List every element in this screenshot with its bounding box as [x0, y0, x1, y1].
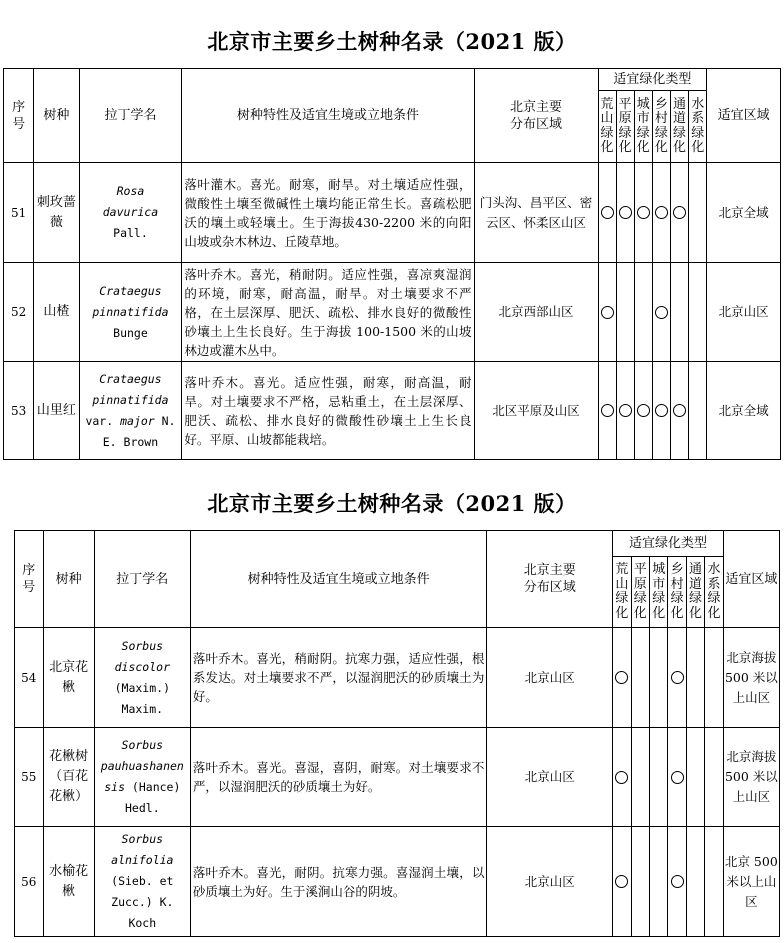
latin-name	[79, 362, 182, 460]
header-type-2	[631, 557, 649, 628]
species-name	[34, 163, 79, 263]
suitable-region-line: 北京山区	[718, 304, 769, 319]
header-type-char: 绿	[600, 125, 614, 141]
header-type-char: 山	[615, 576, 629, 592]
header-type-char: 平	[633, 562, 647, 577]
latin-part: Pall.	[113, 226, 148, 240]
row-number: 53	[4, 362, 34, 460]
species-name	[43, 628, 94, 728]
header-species: 树种	[34, 69, 79, 163]
header-type-char: 山	[600, 111, 614, 126]
latin-name	[79, 263, 182, 362]
table-row	[15, 728, 780, 827]
header-type-6	[705, 557, 723, 628]
latin-name	[94, 628, 190, 728]
species-table-1	[3, 68, 781, 460]
type-mark-2	[631, 628, 649, 728]
type-mark-1	[613, 827, 631, 937]
header-type-char: 市	[652, 576, 666, 592]
distribution-text: 北区平原及山区	[474, 362, 598, 460]
species-name-line: 刺玫蔷	[36, 194, 76, 210]
distribution-text: 北京山区	[487, 628, 613, 728]
latin-part: Maxim.	[121, 701, 164, 716]
type-mark-6	[689, 263, 707, 362]
suitable-circle-icon	[671, 875, 684, 888]
header-dist	[474, 69, 598, 163]
latin-name	[94, 728, 190, 827]
latin-part: (Sieb. et	[111, 874, 174, 888]
suitable-region-line: 上山区	[732, 689, 771, 705]
suitable-circle-icon	[615, 771, 628, 784]
header-no-char: 号	[12, 116, 26, 132]
header-type-char: 水	[707, 562, 721, 577]
header-type-char: 化	[707, 605, 721, 621]
suitable-region	[707, 263, 781, 362]
species-name-line: 花楸）	[49, 789, 89, 804]
traits-text: 落叶乔木。喜光，稍耐阴。抗寒力强，适应性强，根系发达。对土壤要求不严，以湿润肥沃的砂质壤土为好。	[190, 628, 487, 728]
header-type-char: 绿	[618, 125, 632, 141]
suitable-region	[723, 728, 779, 827]
latin-name	[94, 827, 190, 937]
suitable-circle-icon	[637, 206, 650, 219]
latin-part: N.	[154, 413, 176, 428]
header-type-char: 道	[689, 576, 703, 592]
type-mark-2	[616, 263, 634, 362]
type-mark-2	[631, 728, 649, 827]
header-no-char: 序	[12, 99, 26, 115]
suitable-region	[707, 163, 781, 263]
header-type-char: 平	[618, 96, 632, 112]
header-type-char: 原	[618, 111, 632, 126]
suitable-region-line: 上山区	[732, 789, 771, 804]
latin-part: pinnatifida	[92, 304, 169, 319]
suitable-region-line: 北京海拔	[726, 749, 777, 764]
suitable-circle-icon	[671, 671, 684, 684]
type-mark-6	[705, 628, 723, 728]
header-dist-line: 分布区域	[510, 116, 563, 132]
suitable-circle-icon	[615, 875, 628, 888]
header-type-char: 荒	[600, 96, 614, 112]
row-number: 54	[15, 628, 44, 728]
latin-name	[79, 163, 182, 263]
type-mark-5	[686, 827, 704, 937]
header-no	[4, 69, 34, 163]
species-name	[43, 827, 94, 937]
suitable-circle-icon	[601, 404, 614, 417]
row-number: 56	[15, 827, 44, 937]
header-type-char: 绿	[689, 591, 703, 606]
distribution-text: 北京山区	[487, 728, 613, 827]
header-type-char: 荒	[615, 562, 629, 577]
suitable-circle-icon	[655, 404, 668, 417]
header-type-char: 绿	[615, 591, 629, 606]
header-latin: 拉丁学名	[94, 531, 190, 628]
header-row	[15, 531, 780, 557]
header-type-4	[668, 557, 686, 628]
row-number: 51	[4, 163, 34, 263]
type-mark-6	[689, 163, 707, 263]
header-type-char: 水	[691, 96, 705, 112]
header-type-char: 化	[652, 605, 666, 621]
type-mark-6	[705, 728, 723, 827]
header-type-char: 绿	[654, 125, 668, 141]
header-type-char: 化	[654, 140, 668, 155]
header-dist-line: 分布区域	[523, 580, 576, 595]
header-no	[15, 531, 44, 628]
header-type-char: 绿	[707, 591, 721, 606]
table-row	[15, 628, 780, 728]
latin-part: Koch	[128, 916, 157, 930]
type-mark-3	[634, 362, 652, 460]
header-traits: 树种特性及适宜生境或立地条件	[182, 69, 474, 163]
species-name-line: 山楂	[43, 304, 70, 319]
type-mark-3	[650, 728, 668, 827]
distribution-text: 门头沟、昌平区、密云区、怀柔区山区	[474, 163, 598, 263]
suitable-circle-icon	[673, 404, 686, 417]
traits-text: 落叶乔木。喜光，稍耐阴。适应性强，喜凉爽湿润的环境，耐寒，耐高温，耐旱。对土壤要求不严格，在土层深厚、肥沃、疏松、排水良好的微酸性砂壤土上生长良好。生于海拔 100-1500 米的山坡林边或灌木丛中。	[182, 263, 474, 362]
header-type-char: 绿	[670, 591, 684, 606]
suitable-region-line: 500 米以	[724, 669, 778, 685]
type-mark-4	[668, 827, 686, 937]
header-type-char: 绿	[652, 591, 666, 606]
header-latin: 拉丁学名	[79, 69, 182, 163]
header-type-char: 化	[615, 605, 629, 621]
header-type-3	[650, 557, 668, 628]
suitable-circle-icon	[619, 206, 632, 219]
page-title-2: 北京市主要乡土树种名录（2021 版）	[207, 491, 577, 516]
species-name-line: 山里红	[36, 402, 76, 418]
row-number: 52	[4, 263, 34, 362]
species-name-line: 薇	[49, 214, 63, 230]
header-type-char: 城	[636, 96, 650, 112]
type-mark-2	[616, 362, 634, 460]
latin-part: pauhuashanen	[100, 759, 184, 773]
suitable-circle-icon	[655, 306, 668, 319]
header-type-char: 道	[673, 111, 687, 126]
header-type-char: 化	[689, 605, 703, 621]
header-type-char: 城	[652, 562, 666, 577]
header-green-type: 适宜绿化类型	[598, 69, 707, 91]
suitable-region-line: 北京海拔	[726, 649, 777, 665]
type-mark-4	[668, 728, 686, 827]
latin-part: Zucc.) K.	[111, 895, 174, 909]
latin-part: Sorbus	[121, 738, 164, 752]
latin-part: alnifolia	[111, 853, 174, 867]
header-row	[4, 69, 781, 91]
latin-part: Rosa	[116, 184, 145, 198]
latin-part: var.	[85, 413, 121, 428]
header-type-char: 村	[654, 111, 668, 126]
species-table-2	[14, 530, 780, 937]
header-type-1	[598, 91, 616, 163]
suitable-region	[723, 628, 779, 728]
table-row	[4, 163, 781, 263]
type-mark-3	[634, 163, 652, 263]
suitable-region-line: 北京全域	[718, 204, 769, 220]
latin-part: Hedl.	[125, 801, 160, 815]
suitable-circle-icon	[673, 206, 686, 219]
latin-part: Bunge	[113, 325, 148, 340]
header-dist-line: 北京主要	[510, 99, 563, 115]
header-type-1	[613, 557, 631, 628]
type-mark-5	[671, 163, 689, 263]
distribution-text: 北京山区	[487, 827, 613, 937]
traits-text: 落叶灌木。喜光。耐寒，耐旱。对土壤适应性强，微酸性土壤至微碱性土壤均能正常生长。喜疏松肥沃的壤土或轻壤土。生于海拔430-2200 米的向阳山坡或杂木林边、丘陵草地。	[182, 163, 474, 263]
header-type-char: 乡	[670, 562, 684, 577]
header-type-char: 化	[600, 140, 614, 155]
type-mark-1	[598, 362, 616, 460]
latin-part: (Hance)	[125, 780, 181, 794]
header-type-char: 村	[670, 576, 684, 592]
type-mark-5	[686, 728, 704, 827]
distribution-text: 北京西部山区	[474, 263, 598, 362]
type-mark-3	[650, 827, 668, 937]
species-name-line: 楸	[62, 679, 76, 695]
latin-part: (Maxim.)	[114, 680, 170, 695]
header-type-char: 化	[636, 140, 650, 155]
header-type-char: 化	[670, 605, 684, 621]
header-type-char: 化	[633, 605, 647, 621]
latin-part: Crataegus	[99, 283, 162, 298]
header-type-char: 通	[673, 96, 687, 112]
suitable-region-line: 米以上山	[726, 873, 777, 889]
type-mark-4	[652, 263, 670, 362]
header-dist	[487, 531, 613, 628]
type-mark-4	[652, 362, 670, 460]
header-type-char: 化	[618, 140, 632, 155]
latin-part: pinnatifida	[92, 392, 169, 407]
suitable-region-line: 北京全域	[718, 402, 769, 418]
header-type-5	[686, 557, 704, 628]
header-region: 适宜区域	[723, 531, 779, 628]
suitable-circle-icon	[615, 671, 628, 684]
type-mark-6	[705, 827, 723, 937]
header-type-char: 乡	[654, 96, 668, 112]
suitable-region-line: 500 米以	[724, 769, 778, 784]
header-type-5	[671, 91, 689, 163]
suitable-region-line: 区	[745, 893, 758, 909]
species-name-line: 花楸树	[49, 749, 89, 764]
latin-part: E. Brown	[102, 434, 159, 449]
suitable-region-line: 北京 500	[724, 853, 778, 869]
type-mark-4	[668, 628, 686, 728]
type-mark-3	[634, 263, 652, 362]
type-mark-6	[689, 362, 707, 460]
latin-part: discolor	[114, 659, 170, 674]
type-mark-1	[598, 163, 616, 263]
header-dist-line: 北京主要	[523, 563, 576, 578]
header-type-4	[652, 91, 670, 163]
header-type-char: 绿	[636, 125, 650, 141]
header-type-char: 系	[707, 576, 721, 592]
header-type-char: 化	[673, 140, 687, 155]
table-row	[4, 362, 781, 460]
type-mark-3	[650, 628, 668, 728]
species-name-line: 水榆花	[49, 863, 89, 879]
latin-part: Sorbus	[121, 832, 164, 846]
suitable-region	[723, 827, 779, 937]
suitable-circle-icon	[619, 404, 632, 417]
header-type-char: 原	[633, 576, 647, 592]
species-name-line: （百花	[49, 769, 89, 784]
type-mark-1	[598, 263, 616, 362]
traits-text: 落叶乔木。喜光。喜湿，喜阴，耐寒。对土壤要求不严，以湿润肥沃的砂质壤土为好。	[190, 728, 487, 827]
header-species: 树种	[43, 531, 94, 628]
type-mark-2	[631, 827, 649, 937]
species-name-line: 楸	[62, 883, 76, 899]
suitable-circle-icon	[601, 306, 614, 319]
suitable-circle-icon	[671, 771, 684, 784]
suitable-circle-icon	[637, 404, 650, 417]
header-type-char: 市	[636, 111, 650, 126]
type-mark-1	[613, 728, 631, 827]
latin-part: davurica	[102, 205, 159, 219]
page-title-1: 北京市主要乡土树种名录（2021 版）	[207, 29, 577, 54]
suitable-circle-icon	[601, 206, 614, 219]
type-mark-4	[652, 163, 670, 263]
latin-part: sis	[104, 780, 125, 794]
header-green-type: 适宜绿化类型	[613, 531, 724, 557]
table-row	[4, 263, 781, 362]
header-type-6	[689, 91, 707, 163]
header-type-3	[634, 91, 652, 163]
header-type-char: 绿	[673, 125, 687, 141]
latin-part: Sorbus	[121, 638, 164, 653]
species-name-line: 北京花	[49, 659, 89, 675]
header-type-char: 化	[691, 140, 705, 155]
type-mark-5	[671, 263, 689, 362]
header-traits: 树种特性及适宜生境或立地条件	[190, 531, 487, 628]
species-name	[43, 728, 94, 827]
header-type-char: 通	[689, 562, 703, 577]
species-name	[34, 263, 79, 362]
header-type-char: 绿	[691, 125, 705, 141]
traits-text: 落叶乔木。喜光。适应性强，耐寒，耐高温，耐旱。对土壤要求不严格，忌粘重土，在土层深厚、肥沃、疏松、排水良好的微酸性砂壤土上生长良好。平原、山坡都能栽培。	[182, 362, 474, 460]
latin-part: major	[120, 413, 155, 428]
row-number: 55	[15, 728, 44, 827]
type-mark-2	[616, 163, 634, 263]
species-name	[34, 362, 79, 460]
header-region: 适宜区域	[707, 69, 781, 163]
latin-part: Crataegus	[99, 371, 162, 386]
header-no-char: 序	[22, 563, 36, 578]
suitable-circle-icon	[655, 206, 668, 219]
table-row	[15, 827, 780, 937]
type-mark-5	[686, 628, 704, 728]
suitable-region	[707, 362, 781, 460]
header-type-char: 系	[691, 111, 705, 126]
header-type-char: 绿	[633, 591, 647, 606]
header-type-2	[616, 91, 634, 163]
type-mark-5	[671, 362, 689, 460]
type-mark-1	[613, 628, 631, 728]
traits-text: 落叶乔木。喜光，耐阴。抗寒力强。喜湿润土壤，以砂质壤土为好。生于溪涧山谷的阴坡。	[190, 827, 487, 937]
header-no-char: 号	[22, 580, 36, 595]
